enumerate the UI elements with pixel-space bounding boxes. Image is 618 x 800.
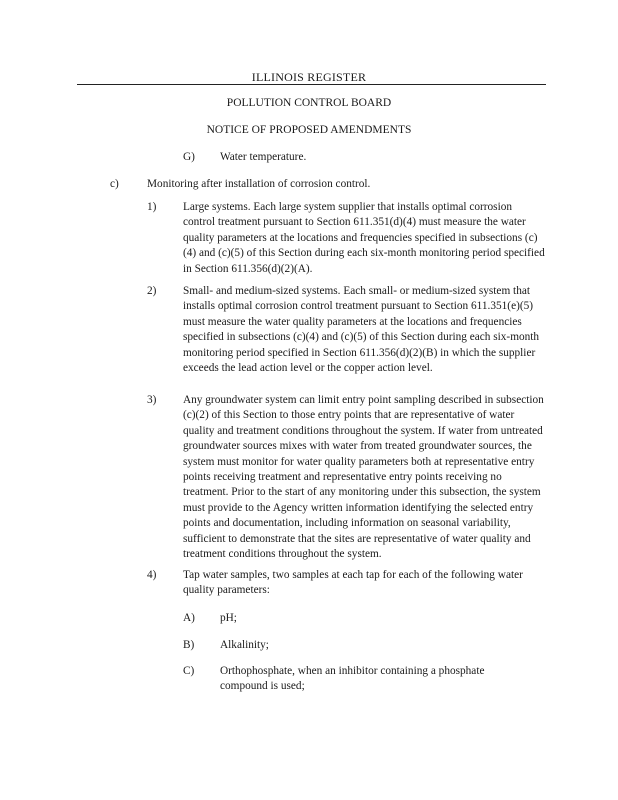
item-text-a: pH;: [220, 612, 237, 624]
item-label-1: 1): [147, 201, 157, 213]
item-label-cc: C): [183, 665, 195, 677]
item-text-g: Water temperature.: [220, 151, 307, 163]
paragraph-1: Large systems. Each large system supplier that installs optimal corrosion control treatment pursuant to Section 611.351(d)(4) must measure the water quality parameters at the locations and frequencies specified in subsections (c)(4) and (c)(5) of this Section during each six-month monitoring period specified in Section 611.356(d)(2)(A).: [183, 201, 545, 275]
paragraph-4: Tap water samples, two samples at each tap for each of the following water quality parameters:: [183, 569, 523, 597]
notice-title: NOTICE OF PROPOSED AMENDMENTS: [206, 124, 412, 136]
item-label-3: 3): [147, 394, 157, 406]
paragraph-3: Any groundwater system can limit entry point sampling described in subsection (c)(2) of this Section to those entry points that are representative of water quality and treatment conditions throughout the system. If water from untreated groundwater sources mixes with water from treated groundwater sources, the system must monitor for water quality parameters both at representative entry points receiving treatment and representative entry points receiving no treatment. Prior to the start of any monitoring under this subsection, the system must provide to the Agency written information identifying the selected entry points and documentation, including information on seasonal variability, sufficient to demonstrate that the sites are representative of water quality and treatment conditions throughout the system.: [183, 394, 544, 561]
register-header: ILLINOIS REGISTER: [251, 70, 367, 84]
item-text-cc: Orthophosphate, when an inhibitor containing a phosphate compound is used;: [220, 665, 485, 693]
item-label-4: 4): [147, 569, 157, 581]
item-text-b: Alkalinity;: [220, 639, 269, 651]
subsection-heading-c: Monitoring after installation of corrosion control.: [147, 178, 371, 190]
item-label-g: G): [183, 151, 195, 163]
paragraph-2: Small- and medium-sized systems. Each small- or medium-sized system that installs optimal corrosion control treatment pursuant to Section 611.351(e)(5) must measure the water quality parameters at the locations and frequencies specified in subsections (c)(4) and (c)(5) of this Section during each six-month monitoring period specified in Section 611.356(d)(2)(B) in which the supplier exceeds the lead action level or the copper action level.: [183, 285, 540, 375]
item-label-a: A): [183, 612, 195, 624]
subsection-label-c: c): [110, 178, 119, 190]
item-label-2: 2): [147, 285, 157, 297]
header-rule: [77, 84, 546, 85]
board-name: POLLUTION CONTROL BOARD: [226, 97, 392, 109]
item-label-b: B): [183, 639, 195, 651]
